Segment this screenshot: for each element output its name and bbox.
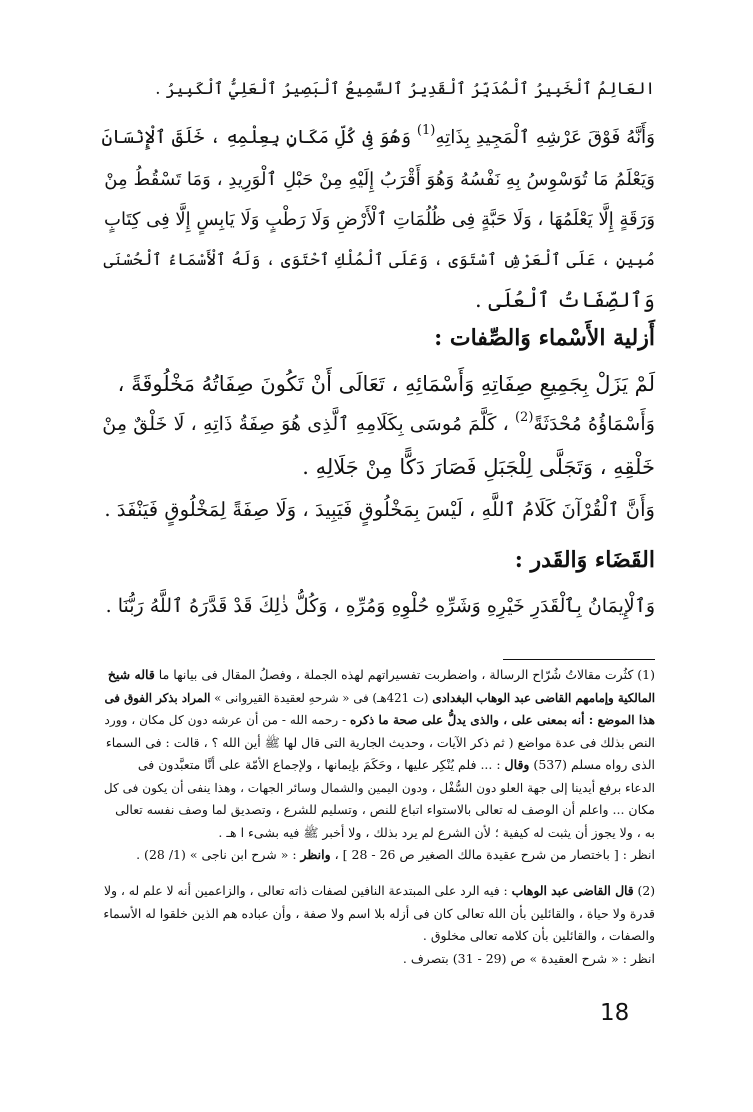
footnote-ref-2[interactable]: (2) xyxy=(514,410,534,425)
footnote-line xyxy=(98,754,655,777)
text-line xyxy=(98,404,655,447)
footnote-line xyxy=(98,687,655,710)
text-run: (1) كثُرت مقالاتُ شُرّاح الرسالة ، واضطربت تفسيراتهم لهذه الجملة ، وفصلُ المقال فى بيانها ما xyxy=(154,667,655,682)
text-line: العَالِمُ ٱلْخَبِيرُ ٱلْمُدَبِّرُ ٱلْقَدِيرُ ٱلسَّمِيعُ ٱلْبَصِيرُ ٱلْعَلِيُّ ٱلْكَبِيرُ . xyxy=(155,79,655,98)
footnote-separator xyxy=(503,659,655,660)
text-line: وَرَقَةٍ إِلَّا يَعْلَمُهَا ، وَلَا حَبَّةٍ فِى ظُلُمَاتِ ٱلْأَرْضِ وَلَا رَطْبٍ وَلَا يَابِسٍ إِلَّا فِى كِتَابٍ xyxy=(104,209,655,230)
text-run: انظر : [ باختصار من شرح عقيدة مالك الصغير ص 26 - 28 ] ، xyxy=(330,847,655,862)
footnote-line: مكان ... واعلم أن الوصف له تعالى بالاستواء اتباع للنص ، وتسليم للشرع ، وتصديق لما وصف نفسه تعالى xyxy=(115,802,655,817)
text-run: : ... فلم يُنْكِر عليها ، وحَكَمَ بإيمانها ، ولإجماع الأمّة على أنَّا متعبَّدون فى xyxy=(137,757,505,772)
text-line: لَمْ يَزَلْ بِجَمِيعِ صِفَاتِهِ وَأَسْمَائِهِ ، تَعَالَى أَنْ تَكُونَ صِفَاتُهُ مَخْلُوقَةً ، xyxy=(117,372,655,396)
bold-run: قال القاضى عبد الوهاب xyxy=(511,883,634,898)
text-run: (ت 421هـ) فى « شرحهِ لعقيدة القيروانى » xyxy=(210,690,433,705)
footnote-line xyxy=(98,709,655,732)
text-line: وَأَنَّ ٱلْقُرْآنَ كَلَامُ ٱللَّهِ ، لَيْسَ بِمَخْلُوقٍ فَيَبِيدَ ، وَلَا صِفَةً لِمَخْلُوقٍ فَيَنْفَدَ . xyxy=(104,498,655,521)
bold-run: المراد بذكر الفوق فى xyxy=(104,690,211,705)
bold-run: وقال xyxy=(504,757,530,772)
text-line: وَٱلْإِيمَانُ بِٱلْقَدَرِ خَيْرِهِ وَشَرِّهِ حُلْوِهِ وَمُرِّهِ ، وَكُلُّ ذٰلِكَ قَدْ قَدَّرَهُ ٱللَّهُ رَبُّنَا . xyxy=(105,595,655,617)
paragraph-2 xyxy=(98,118,655,320)
bold-run: المالكية وإمامهم القاضى عبد الوهاب البغدادى xyxy=(432,690,655,705)
page-number: 18 xyxy=(600,1000,630,1026)
bold-run: قاله شيخ xyxy=(107,667,155,682)
footnote-line: الدعاء برفع أيدينا إلى جهة العلو دون السُّفْل ، ودون اليمين والشمال وسائر الجهات ، وهذا ينفى أن يكون فى كل xyxy=(103,780,655,795)
section-heading-attributes: أَزلية الأَسْماء وَالصِّفات : xyxy=(434,325,655,351)
text-line: وَٱلصِّفَاتُ ٱلْعُلَى . xyxy=(475,288,655,312)
footnote-line: النص بذلك فى عدة مواضع ( ثم ذكر الآيات ، وحديث الجارية التى قال لها ﷺ أين الله ؟ ، قالت : فى السماء xyxy=(105,734,655,750)
text-run: (2) xyxy=(633,884,655,898)
text-run: - رحمه الله - من أن عرشه دون كل مكان ، وورد xyxy=(104,713,351,727)
text-run: : « شرح ابن ناجى » (1/ 28) . xyxy=(136,847,301,862)
paragraph-3 xyxy=(98,364,655,487)
text-run: وَهُوَ فِى كُلِّ مَكَانٍ بِعِلْمِهِ ، خَلَقَ ٱلْإِنْسَانَ xyxy=(101,127,417,148)
footnote-line xyxy=(98,664,655,687)
section-heading-decree: القَضَاء وَالقَدر : xyxy=(514,547,655,573)
text-line: وَيَعْلَمُ مَا تُوَسْوِسُ بِهِ نَفْسُهُ وَهُوَ أَقْرَبُ إِلَيْهِ مِنْ حَبْلِ ٱلْوَرِيدِ ، وَمَا تَسْقُطُ مِنْ xyxy=(104,169,655,190)
footnote-line: به ، ولا يجوز أن يثبت له كيفية ؛ لأن الشرع لم يرد بذلك ، ولا أخبر ﷺ فيه بشىء ا هـ . xyxy=(218,824,655,840)
text-run: الذى رواه مسلم (537) xyxy=(529,757,655,772)
footnote-line: والصفات ، والقائلين بأن كلامه تعالى مخلوق . xyxy=(422,928,655,943)
text-run: : فيه الرد على المبتدعة النافين لصفات ذاته تعالى ، والزاعمين أنه لا علم له ، ولا xyxy=(104,884,512,898)
bold-run: هذا الموضع : أنه بمعنى على ، والذى يدلُّ على صحة ما ذكره xyxy=(350,713,655,727)
footnote-line: انظر : « شرح العقيدة » ص (29 - 31) بتصرف . xyxy=(402,950,655,966)
paragraph-1 xyxy=(150,69,655,109)
bold-run: وانظر xyxy=(300,847,331,862)
text-run: وَأَنَّهُ فَوْقَ عَرْشِهِ ٱلْمَجِيدِ بِذَاتِهِ xyxy=(435,127,655,148)
text-run: وَأَسْمَاؤُهُ مُحْدَثَةً xyxy=(533,412,655,435)
footnote-line: قدرة ولا حياة ، والقائلين بأن الله تعالى كان فى أزله بلا اسم ولا صفة ، وأن عباده هم الذين خلقوا له الأسماء xyxy=(103,905,655,921)
footnote-ref-1[interactable]: (1) xyxy=(416,123,436,138)
footnote-1 xyxy=(98,664,655,867)
footnote-line xyxy=(98,880,655,903)
text-line xyxy=(98,118,655,160)
paragraph-5 xyxy=(100,586,655,626)
footnote-2 xyxy=(98,880,655,970)
text-line: مُبِينٍ ، عَلَى ٱلْعَرْشِ ٱسْتَوَى ، وَعَلَى ٱلْمُلْكِ ٱحْتَوَى ، وَلَهُ ٱلْأَسْمَاءُ ٱلْحُسْنَى xyxy=(103,250,655,269)
footnote-line xyxy=(98,844,655,867)
text-run: ، كَلَّمَ مُوسَى بِكَلَامِهِ ٱلَّذِى هُوَ صِفَةُ ذَاتِهِ ، لَا خَلْقٌ مِنْ xyxy=(102,412,515,435)
paragraph-4 xyxy=(98,490,655,530)
text-line: خَلْقِهِ ، وَتَجَلَّى لِلْجَبَلِ فَصَارَ دَكًّا مِنْ جَلَالِهِ . xyxy=(302,455,655,479)
